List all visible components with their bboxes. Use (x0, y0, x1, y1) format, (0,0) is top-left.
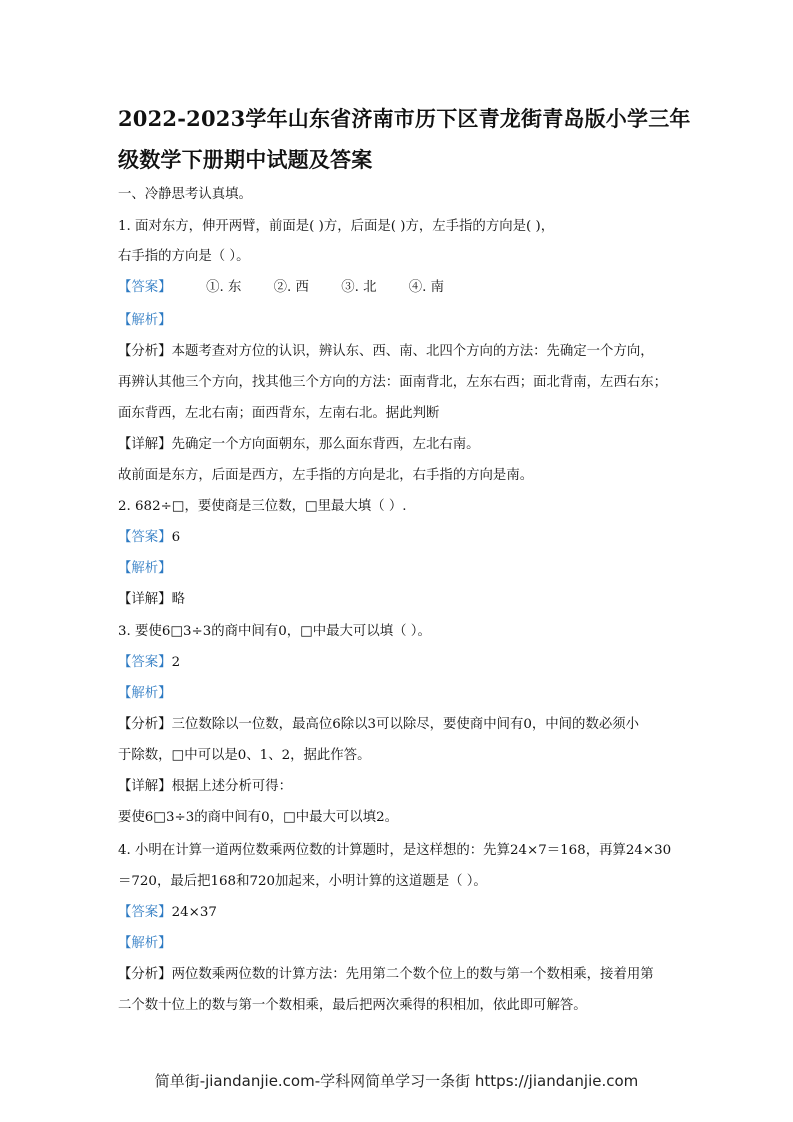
answer-option: ②. 西 (273, 280, 309, 295)
answer-label: 【答案】 (118, 905, 172, 920)
page-title-line-1: 2022-2023学年山东省济南市历下区青龙街青岛版小学三年 (118, 106, 691, 131)
analysis-label: 【解析】 (118, 686, 172, 701)
q3-analysis-line-1 (118, 716, 639, 734)
q1-answer (118, 279, 472, 297)
detail-label: 【详解】 (118, 437, 172, 452)
fenxi-label: 【分析】 (118, 717, 172, 732)
q2-detail (118, 591, 185, 609)
q3-detail-line-2: 要使6□3÷3的商中间有0，□中最大可以填2。 (118, 810, 398, 825)
detail-text: 略 (171, 592, 185, 607)
q2-answer (118, 529, 180, 547)
answer-value: 2 (171, 655, 181, 670)
q4-answer (118, 904, 217, 922)
q4-text-line-2: ＝720，最后把168和720加起来，小明计算的这道题是（ ）。 (118, 874, 487, 889)
page-footer: 简单街-jiandanjie.com-学科网简单学习一条街 https://jiandanjie.com (154, 1072, 639, 1090)
answer-label: 【答案】 (118, 530, 172, 545)
q2-text: 2. 682÷□，要使商是三位数，□里最大填（ ）. (118, 499, 407, 514)
q1-text-line-1: 1. 面对东方，伸开两臂，前面是( )方，后面是( )方，左手指的方向是( )， (118, 219, 555, 234)
answer-option: ①. 东 (206, 280, 242, 295)
q1-text-line-2: 右手指的方向是（ ）。 (118, 249, 250, 264)
section-heading: 一、冷静思考认真填。 (118, 187, 252, 202)
answer-value: 24×37 (171, 905, 217, 920)
detail-label: 【详解】 (118, 779, 172, 794)
fenxi-text: 本题考查对方位的认识，辨认东、西、南、北四个方向的方法：先确定一个方向， (171, 344, 654, 359)
detail-label: 【详解】 (118, 592, 172, 607)
q1-detail-line-1 (118, 436, 480, 454)
q1-analysis-line-2: 再辨认其他三个方向，找其他三个方向的方法：面南背北，左东右西；面北背南，左西右东； (118, 375, 668, 390)
answer-label: 【答案】 (118, 280, 172, 295)
answer-value: 6 (171, 530, 181, 545)
fenxi-label: 【分析】 (118, 967, 172, 982)
detail-text: 先确定一个方向面朝东，那么面东背西，左北右南。 (171, 437, 480, 452)
q3-analysis-line-2: 于除数，□中可以是0、1、2，据此作答。 (118, 748, 371, 763)
q4-text-line-1: 4. 小明在计算一道两位数乘两位数的计算题时，是这样想的：先算24×7＝168，再算24×30 (118, 843, 672, 858)
fenxi-label: 【分析】 (118, 344, 172, 359)
q3-answer (118, 654, 180, 672)
q3-detail-line-1 (118, 778, 292, 796)
analysis-label: 【解析】 (118, 936, 172, 951)
page-title-line-2: 级数学下册期中试题及答案 (118, 147, 373, 172)
analysis-label: 【解析】 (118, 313, 172, 328)
fenxi-text: 两位数乘两位数的计算方法：先用第二个数个位上的数与第一个数相乘，接着用第 (171, 967, 654, 982)
q4-analysis-line-1 (118, 966, 654, 984)
q4-analysis-line-2: 二个数十位上的数与第一个数相乘，最后把两次乘得的积相加，依此即可解答。 (118, 998, 587, 1013)
answer-option: ④. 南 (408, 280, 445, 295)
analysis-label: 【解析】 (118, 561, 172, 576)
detail-text: 根据上述分析可得： (171, 779, 293, 794)
answer-option: ③. 北 (341, 280, 377, 295)
q1-analysis-line-3: 面东背西，左北右南；面西背东，左南右北。据此判断 (118, 406, 440, 421)
fenxi-text: 三位数除以一位数，最高位6除以3可以除尽，要使商中间有0，中间的数必须小 (171, 717, 640, 732)
q1-detail-line-2: 故前面是东方，后面是西方，左手指的方向是北，右手指的方向是南。 (118, 468, 534, 483)
answer-label: 【答案】 (118, 655, 172, 670)
q3-text: 3. 要使6□3÷3的商中间有0，□中最大可以填（ ）。 (118, 624, 431, 639)
q1-analysis-line-1 (118, 343, 654, 361)
